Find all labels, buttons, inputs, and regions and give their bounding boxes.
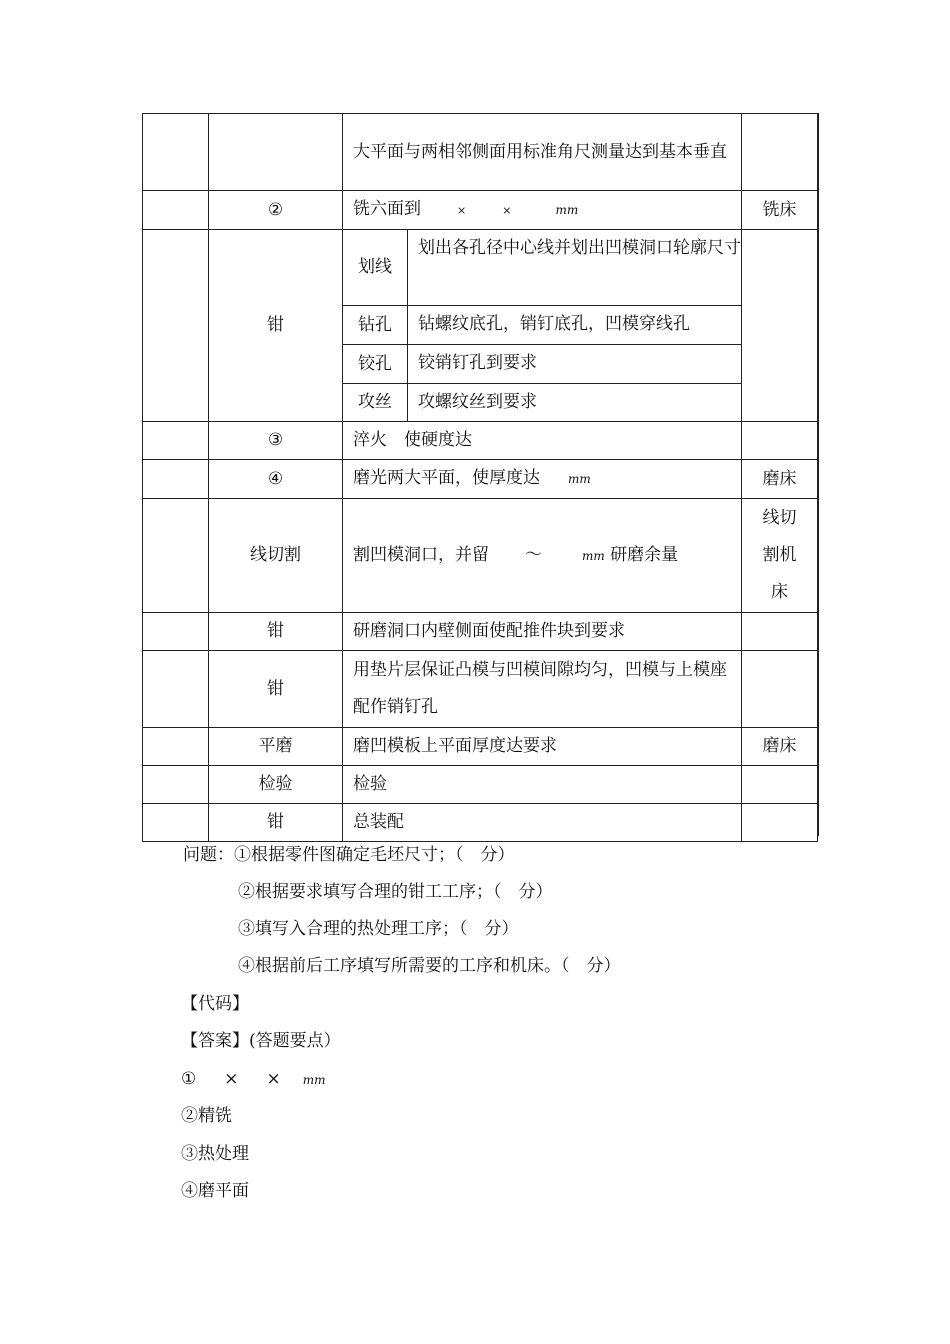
code-label: 【代码】: [181, 994, 249, 1014]
substep-row: [343, 384, 741, 421]
unit-mm: mm: [582, 548, 605, 563]
equipment-line: 割机: [762, 545, 797, 565]
cell-num: [143, 766, 209, 804]
cell-content: 总装配: [343, 804, 742, 842]
cell-content: 用垫片层保证凸模与凹模间隙均匀，凹模与上模座配作销钉孔: [343, 651, 742, 728]
substep-text: 钻螺纹底孔，销钉底孔，凹模穿线孔: [418, 314, 690, 334]
cell-process: 平磨: [209, 728, 343, 766]
times-sign: ×: [224, 1069, 239, 1089]
cell-equipment: [742, 499, 818, 613]
cell-equipment: [742, 766, 818, 804]
table-row: [143, 422, 818, 460]
cell-num: [143, 191, 209, 230]
cell-equipment: [742, 804, 818, 842]
times-sign: ×: [457, 204, 467, 217]
table-row: [143, 230, 818, 422]
question-2: ②根据要求填写合理的钳工工序；（ 分）: [238, 882, 553, 902]
cell-num: [143, 651, 209, 728]
answer-2: ②精铣: [181, 1106, 232, 1126]
cell-num: [143, 499, 209, 613]
equipment-line: 床: [771, 582, 788, 602]
question-3: ③填写入合理的热处理工序；（ 分）: [238, 919, 519, 939]
table-row: [143, 651, 818, 728]
substep-row: [343, 345, 741, 384]
process-table: [142, 113, 818, 842]
cell-equipment: [742, 613, 818, 651]
cell-substeps: [343, 230, 742, 422]
cell-process: 线切割: [209, 499, 343, 613]
cell-equipment: [742, 114, 818, 191]
cell-equipment: [742, 230, 818, 422]
table-double-border: [818, 113, 819, 836]
cell-equipment: 磨床: [742, 728, 818, 766]
cell-equipment: [742, 651, 818, 728]
cell-equipment: 铣床: [742, 191, 818, 230]
question-1: 问题：①根据零件图确定毛坯尺寸；（ 分）: [183, 845, 515, 865]
times-sign: ×: [266, 1069, 281, 1089]
cell-equipment: [742, 422, 818, 460]
cell-content: 研磨洞口内壁侧面使配推件块到要求: [343, 613, 742, 651]
table-row: [143, 728, 818, 766]
answer-3: ③热处理: [181, 1144, 249, 1164]
unit-mm: mm: [302, 1073, 326, 1087]
times-sign: ×: [502, 204, 512, 217]
cell-content: 磨凹模板上平面厚度达要求: [343, 728, 742, 766]
substep-text: 攻螺纹丝到要求: [418, 392, 537, 412]
answer-1-num: ①: [181, 1069, 197, 1089]
cell-process: 检验: [209, 766, 343, 804]
table-row: [143, 114, 818, 191]
cell-process: ④: [209, 460, 343, 499]
cell-num: [143, 613, 209, 651]
cell-num: [143, 422, 209, 460]
cell-process: 钳: [209, 230, 343, 422]
cell-num: [143, 114, 209, 191]
unit-mm: mm: [555, 203, 579, 217]
cell-process: [209, 114, 343, 191]
equipment-line: 线切: [762, 508, 797, 528]
answer-label: 【答案】(答题要点）: [181, 1031, 341, 1051]
content-prefix: 铣六面到: [353, 199, 421, 219]
substep-name: 划线: [343, 230, 408, 305]
substep-row: [343, 230, 741, 306]
cell-process: 钳: [209, 613, 343, 651]
cell-content: 大平面与两相邻侧面用标准角尺测量达到基本垂直: [343, 114, 742, 191]
cell-content: 淬火 使硬度达: [343, 422, 742, 460]
question-4: ④根据前后工序填写所需要的工序和机床。（ 分）: [238, 956, 621, 976]
cell-content: [343, 460, 742, 499]
cell-num: [143, 230, 209, 422]
tilde: ～: [525, 544, 542, 565]
cell-num: [143, 460, 209, 499]
unit-mm: mm: [568, 472, 591, 486]
answer-1: [181, 1061, 326, 1099]
answer-4: ④磨平面: [181, 1181, 249, 1201]
table-row: [143, 766, 818, 804]
substep-row: [343, 306, 741, 345]
cell-equipment: 磨床: [742, 460, 818, 499]
substep-name: 钻孔: [343, 306, 408, 344]
cell-num: [143, 728, 209, 766]
table-row: [143, 191, 818, 230]
content-prefix: 割凹模洞口，并留: [353, 544, 489, 565]
substep-text: 划出各孔径中心线并划出凹模洞口轮廓尺寸: [418, 238, 741, 258]
cell-process: 钳: [209, 804, 343, 842]
cell-num: [143, 804, 209, 842]
table-row: [143, 804, 818, 842]
content-prefix: 磨光两大平面，使厚度达: [353, 468, 540, 488]
cell-content: 检验: [343, 766, 742, 804]
substep-name: 铰孔: [343, 345, 408, 383]
cell-process: ②: [209, 191, 343, 230]
table-row: [143, 460, 818, 499]
table-row: [143, 613, 818, 651]
table-row: [143, 499, 818, 613]
cell-process: ③: [209, 422, 343, 460]
content-suffix: 研磨余量: [610, 544, 679, 565]
cell-process: 钳: [209, 651, 343, 728]
substep-name: 攻丝: [343, 384, 408, 421]
substep-text: 铰销钉孔到要求: [418, 353, 537, 373]
cell-content: [343, 499, 742, 613]
cell-content: [343, 191, 742, 230]
